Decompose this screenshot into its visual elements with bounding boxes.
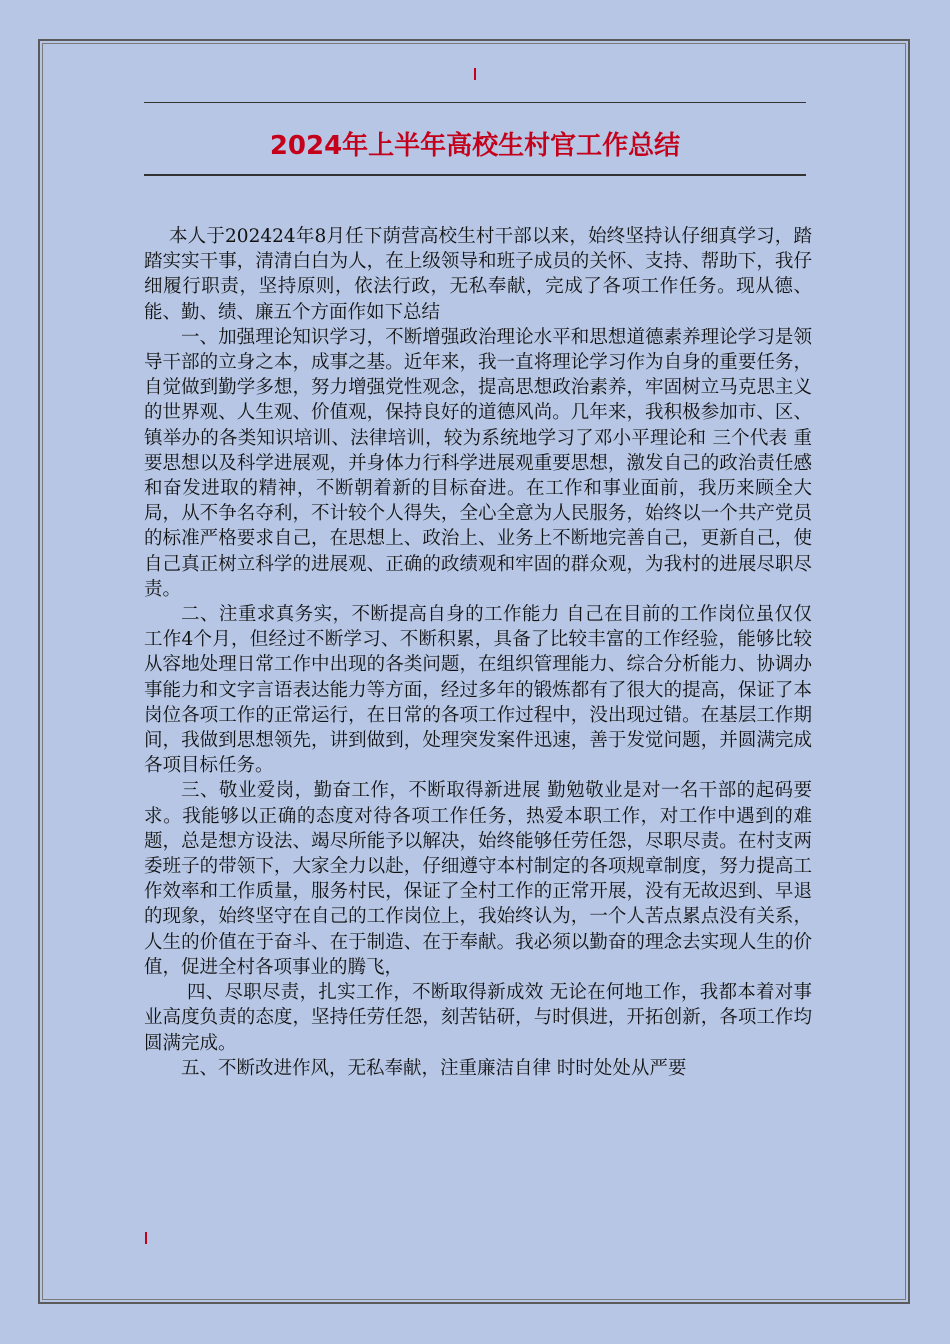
header-rule [144, 102, 806, 103]
paragraph-section-4: 四、尽职尽责，扎实工作，不断取得新成效 无论在何地工作，我都本着对事业高度负责的态度，坚持任劳任怨，刻苦钻研，与时俱进，开拓创新，各项工作均圆满完成。 [144, 982, 812, 1054]
paragraph-section-5: 五、不断改进作风，无私奉献，注重廉洁自律 时时处处从严要 [181, 1057, 687, 1079]
footer-marker [145, 1232, 147, 1244]
paragraph-intro: 本人于202424年8月任下荫营高校生村干部以来，始终坚持认仔细真学习，踏踏实实干事，清清白白为人，在上级领导和班子成员的关怀、支持、帮助下，我仔细履行职责，坚持原则，依法行政，无私奉献，完成了各项工作任务。现从德、能、勤、绩、廉五个方面作如下总结 [144, 226, 812, 323]
paragraph-section-3: 三、敬业爱岗，勤奋工作，不断取得新进展 勤勉敬业是对一名干部的起码要求。我能够以正确的态度对待各项工作任务，热爱本职工作，对工作中遇到的难题，总是想方设法、竭尽所能予以解决，始终能够任劳任怨，尽职尽责。在村支两委班子的带领下，大家全力以赴，仔细遵守本村制定的各项规章制度，努力提高工作效率和工作质量，服务村民，保证了全村工作的正常开展，没有无故迟到、早退的现象，始终坚守在自己的工作岗位上，我始终认为，一个人苦点累点没有关系，人生的价值在于奋斗、在于制造、在于奉献。我必须以勤奋的理念去实现人生的价值，促进全村各项事业的腾飞， [144, 780, 812, 978]
title-rule [144, 174, 806, 176]
paragraph-section-1: 一、加强理论知识学习，不断增强政治理论水平和思想道德素养理论学习是领导干部的立身之本，成事之基。近年来，我一直将理论学习作为自身的重要任务，自觉做到勤学多想，努力增强党性观念，提高思想政治素养，牢固树立马克思主义的世界观、人生观、价值观，保持良好的道德风尚。几年来，我积极参加市、区、镇举办的各类知识培训、法律培训，较为系统地学习了邓小平理论和 三个代表 重要思想以及科学进展观，并身体力行科学进展观重要思想，激发自己的政治责任感和奋发进取的精神，不断朝着新的目标奋进。在工作和事业面前，我历来顾全大局，从不争名夺利，不计较个人得失，全心全意为人民服务，始终以一个共产党员的标准严格要求自己，在思想上、政治上、业务上不断地完善自己，更新自己，使自己真正树立科学的进展观、正确的政绩观和牢固的群众观，为我村的进展尽职尽责。 [144, 326, 812, 600]
header-marker [474, 68, 476, 80]
document-title: 2024年上半年高校生村官工作总结 [269, 131, 681, 161]
document-body [144, 224, 812, 1081]
paragraph-section-2: 二、注重求真务实，不断提高自身的工作能力 自己在目前的工作岗位虽仅仅工作4个月，但经过不断学习、不断积累，具备了比较丰富的工作经验，能够比较从容地处理日常工作中出现的各类问题，在组织管理能力、综合分析能力、协调办事能力和文字言语表达能力等方面，经过多年的锻炼都有了很大的提高，保证了本岗位各项工作的正常运行，在日常的各项工作过程中，没出现过错。在基层工作期间，我做到思想领先，讲到做到，处理突发案件迅速，善于发觉问题，并圆满完成各项目标任务。 [144, 604, 812, 777]
